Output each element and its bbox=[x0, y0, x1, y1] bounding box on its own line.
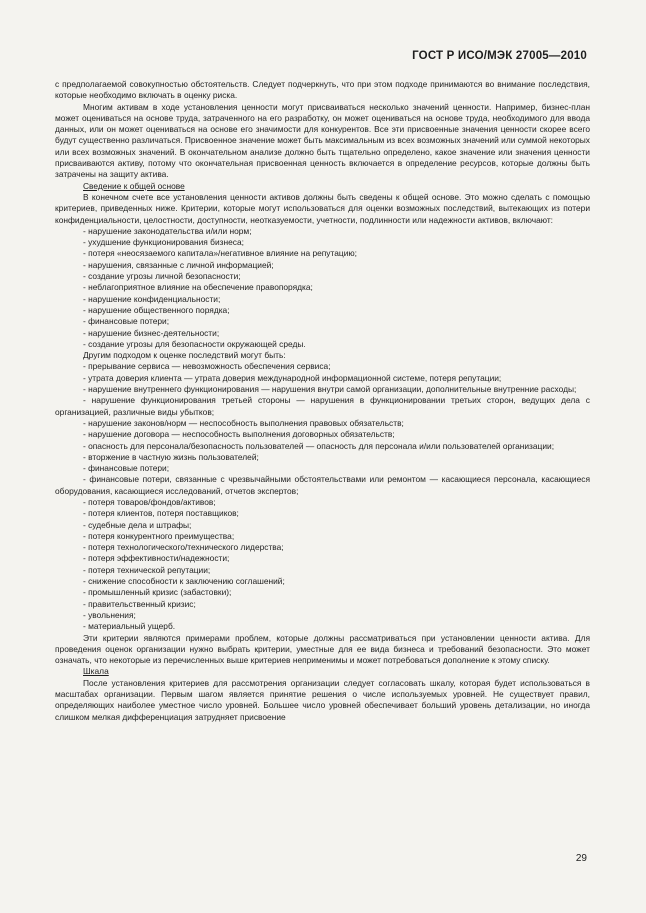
document-header: ГОСТ Р ИСО/МЭК 27005—2010 bbox=[412, 50, 587, 62]
paragraph: После установления критериев для рассмотрения организации следует согласовать шкалу, которая будет использоваться в масштабах организации. Первым шагом является принятие решения о числе используемых уровней. Не существует правил, определяющих наиболее уместное число уровней. Большее число уровней обеспечивает больший уровень детализации, но иногда слишком мелкая дифференциация затрудняет присвоение bbox=[55, 677, 590, 722]
list-item: - неблагоприятное влияние на обеспечение правопорядка; bbox=[83, 282, 313, 293]
list-item: - финансовые потери; bbox=[83, 316, 170, 327]
list-item: - создание угрозы личной безопасности; bbox=[83, 271, 241, 282]
page-number: 29 bbox=[575, 853, 587, 864]
list-item: - ухудшение функционирования бизнеса; bbox=[83, 237, 244, 248]
list-item: - прерывание сервиса — невозможность обеспечения сервиса; bbox=[83, 361, 331, 372]
list-item: - потеря технической репутации; bbox=[83, 564, 211, 575]
section-heading: Шкала bbox=[83, 666, 109, 677]
list-item: - материальный ущерб. bbox=[83, 621, 176, 632]
list-item: - создание угрозы для безопасности окружающей среды. bbox=[83, 338, 306, 349]
list-item: - утрата доверия клиента — утрата доверия международной информационной системе, потеря репутации; bbox=[83, 372, 502, 383]
list-item: - вторжение в частную жизнь пользователей; bbox=[83, 451, 259, 462]
list-item: - нарушение бизнес-деятельности; bbox=[83, 327, 220, 338]
list-item: - потеря «неосязаемого капитала»/негативное влияние на репутацию; bbox=[83, 248, 357, 259]
list-item: - нарушение конфиденциальности; bbox=[83, 293, 221, 304]
list-item: - нарушение договора — неспособность выполнения договорных обязательств; bbox=[83, 429, 395, 440]
list-item: - потеря эффективности/надежности; bbox=[83, 553, 230, 564]
list-item: - нарушение общественного порядка; bbox=[83, 304, 230, 315]
list-item: - потеря клиентов, потеря поставщиков; bbox=[83, 508, 239, 519]
list-item: - нарушение законодательства и/или норм; bbox=[83, 225, 252, 236]
list-item: - судебные дела и штрафы; bbox=[83, 519, 192, 530]
list-item: - нарушения, связанные с личной информацией; bbox=[83, 259, 274, 270]
paragraph: Эти критерии являются примерами проблем, которые должны рассматриваться при установлении ценности актива. Для проведения оценок организации нужно выбрать критерии, уместные для ее вида бизнеса и требований безопасности. Это может означать, что некоторые из перечисленных выше критериев неприменимы и может потребоваться дополнение к этому списку. bbox=[55, 632, 590, 666]
list-item: - нарушение внутреннего функционирования — нарушения внутри самой организации, дополнительные внутренние расходы; bbox=[83, 384, 577, 395]
list-item: - потеря товаров/фондов/активов; bbox=[83, 496, 216, 507]
list-item: - финансовые потери; bbox=[83, 463, 170, 474]
list-item: - финансовые потери, связанные с чрезвычайными обстоятельствами или ремонтом — касающиеся персонала, касающиеся оборудования, касающиеся исследований, отчетов экспертов; bbox=[55, 474, 590, 496]
section-heading: Сведение к общей основе bbox=[83, 180, 185, 191]
list-item: - снижение способности к заключению соглашений; bbox=[83, 576, 285, 587]
list-item: - потеря технологического/технического лидерства; bbox=[83, 542, 284, 553]
list-item: - правительственный кризис; bbox=[83, 598, 196, 609]
document-body bbox=[55, 79, 590, 723]
list-item: - промышленный кризис (забастовки); bbox=[83, 587, 232, 598]
list-item: - потеря конкурентного преимущества; bbox=[83, 530, 235, 541]
paragraph: Многим активам в ходе установления ценности могут присваиваться несколько значений ценности. Например, бизнес-план может оцениваться на основе труда, затраченного на его разработку, он может оцениваться на основе труда, необходимого для ввода данных, или он может оцениваться на основе его значимости для конкурентов. Все эти присвоенные значения ценности скорее всего будут существенно различаться. Присвоенное значение может быть максимальным из всех возможных значений или суммой некоторых или всех возможных значений. В окончательном анализе должно быть тщательно определено, какое значение или значения ценности присваиваются активу, потому что окончательная присвоенная ценность включается в определение ресурсов, которые должны быть затрачены на защиту актива. bbox=[55, 101, 590, 180]
paragraph: Другим подходом к оценке последствий могут быть: bbox=[83, 350, 286, 361]
list-item: - нарушение функционирования третьей стороны — нарушения в функционировании третьих сторон, ведущих дела с организацией, различные виды убытков; bbox=[55, 395, 590, 417]
list-item: - нарушение законов/норм — неспособность выполнения правовых обязательств; bbox=[83, 417, 404, 428]
paragraph: с предполагаемой совокупностью обстоятельств. Следует подчеркнуть, что при этом подходе принимаются во внимание последствия, которые необходимо включать в оценку риска. bbox=[55, 79, 590, 101]
list-item: - увольнения; bbox=[83, 609, 136, 620]
paragraph: В конечном счете все установления ценности активов должны быть сведены к общей основе. Это можно сделать с помощью критериев, приведенных ниже. Критерии, которые могут использоваться для оценки возможных последствий, вытекающих из потери конфиденциальности, целостности, доступности, неотказуемости, учетности, подлинности или надежности активов, включают: bbox=[55, 191, 590, 225]
list-item: - опасность для персонала/безопасность пользователей — опасность для персонала и/или пользователей организации; bbox=[83, 440, 555, 451]
